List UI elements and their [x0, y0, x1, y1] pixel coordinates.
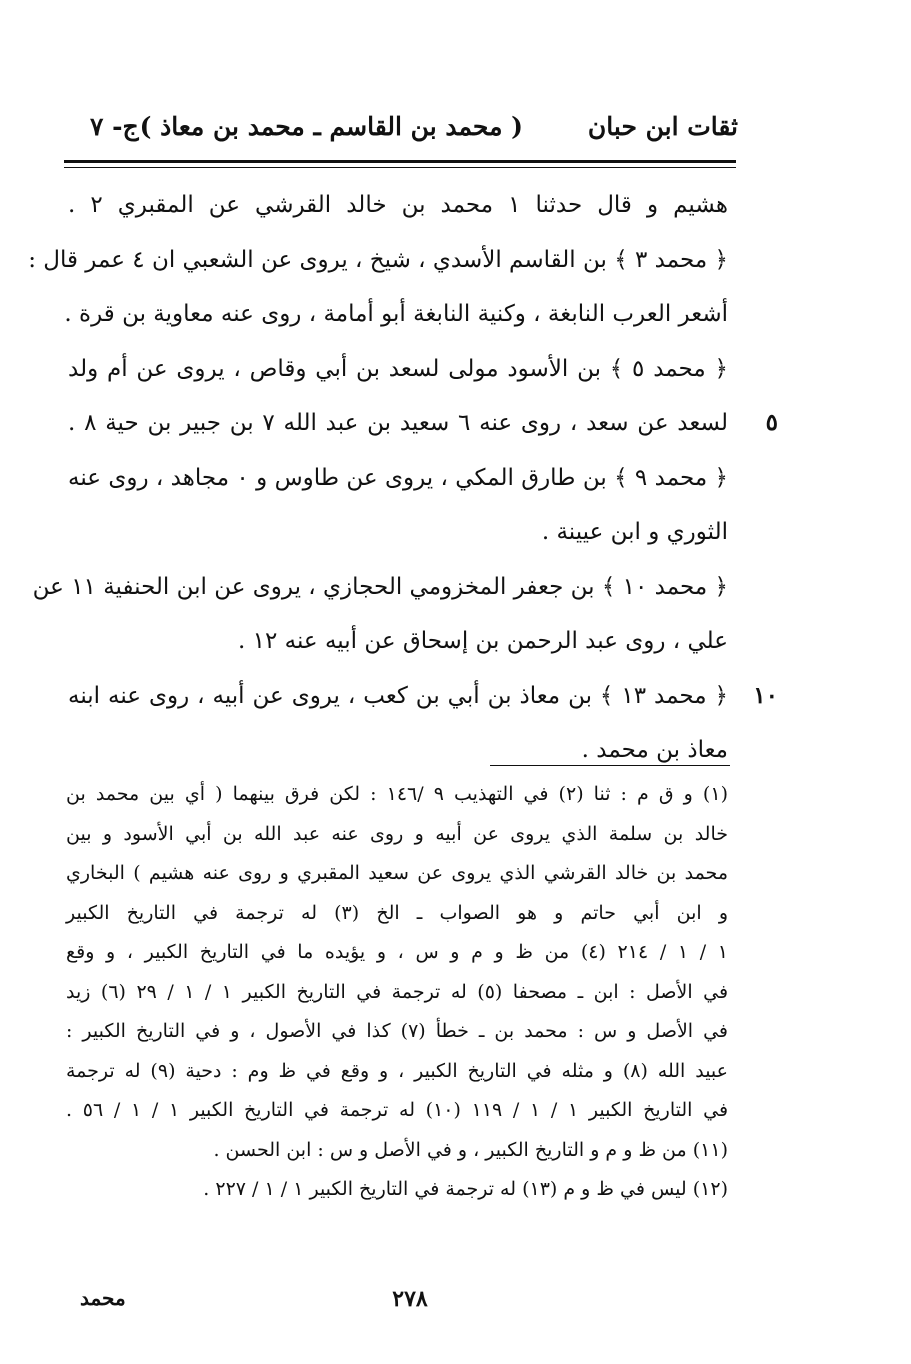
text-line: [28, 233, 728, 288]
text-line: [68, 723, 728, 778]
text-line: [64, 287, 728, 342]
line-text: ﴿ محمد ٩ ﴾ بن طارق المكي ، يروى عن طاوس و ٠ مجاهد ، روى عنه: [68, 464, 728, 491]
footnote-line: (١) و ق م : ثنا (٢) في التهذيب ٩ /١٤٦ : لكن فرق بينهما ( أي بين محمد بن: [66, 783, 728, 805]
book-title: ثقات ابن حبان: [587, 112, 738, 141]
line-text: لسعد عن سعد ، روى عنه ٦ سعيد بن عبد الله ٧ بن جبير بن حية ٨ .: [68, 410, 729, 436]
catchword: محمد: [80, 1286, 126, 1310]
line-text: أشعر العرب النابغة ، وكنية النابغة أبو أمامة ، روى عنه معاوية بن قرة .: [64, 301, 728, 327]
footnote-line: و ابن أبي حاتم و هو الصواب ـ الخ (٣) له ترجمة في التاريخ الكبير: [66, 901, 728, 924]
line-text: ﴿ محمد ٣ ﴾ بن القاسم الأسدي ، شيخ ، يروى عن الشعبي ان ٤ عمر قال :: [28, 246, 728, 273]
text-line: [68, 669, 778, 724]
footnote-line: في الأصل : ابن ـ مصحفا (٥) له ترجمة في التاريخ الكبير ١ / ١ / ٢٩ (٦) زيد: [66, 980, 729, 1003]
line-number: ١٠: [753, 681, 778, 709]
line-text: هشيم و قال حدثنا ١ محمد بن خالد القرشي عن المقبري ٢ .: [68, 192, 729, 218]
text-line: [68, 451, 728, 506]
footnote-line: محمد بن خالد القرشي الذي يروى عن سعيد المقبري و روى عنه هشيم ) البخاري: [66, 862, 728, 884]
footnote-line: عبيد الله (٨) و مثله في التاريخ الكبير ، و وقع في ظ وم : دحية (٩) له ترجمة: [66, 1059, 728, 1082]
page-number: ٢٧٨: [392, 1286, 428, 1312]
footnote-separator: [490, 765, 730, 766]
text-line: [68, 396, 778, 451]
line-text: معاذ بن محمد .: [581, 737, 728, 763]
text-line: [68, 178, 728, 233]
header-rule: [64, 160, 736, 163]
line-text: الثوري و ابن عيينة .: [541, 519, 728, 545]
running-header: [78, 112, 738, 156]
footnote-line: (١١) من ظ و م و التاريخ الكبير ، و في الأصل و س : ابن الحسن .: [213, 1138, 728, 1161]
volume-label: ج- ٧: [90, 112, 139, 141]
text-line: [68, 614, 728, 669]
footnote-line: ١ / ١ / ٢١٤ (٤) من ظ و م و س ، و يؤيده ما في التاريخ الكبير ، و وقع: [66, 941, 729, 963]
entry-range: ( محمد بن القاسم ـ محمد بن معاذ ): [139, 112, 523, 141]
text-line: [68, 342, 728, 397]
line-number: ٥: [765, 409, 778, 436]
footnote-line: في الأصل و س : محمد بن ـ خطأ (٧) كذا في الأصول ، و في التاريخ الكبير :: [66, 1020, 728, 1042]
main-text: [28, 178, 778, 778]
line-text: ﴿ محمد ١٠ ﴾ بن جعفر المخزومي الحجازي ، يروى عن ابن الحنفية ١١ عن: [32, 573, 728, 600]
footnote-line: خالد بن سلمة الذي يروى عن أبيه و روى عنه عبد الله بن أبي الأسود و بين: [66, 822, 728, 845]
text-line: [68, 505, 728, 560]
text-line: [32, 560, 728, 615]
line-text: ﴿ محمد ١٣ ﴾ بن معاذ بن أبي بن كعب ، يروى عن أبيه ، روى عنه ابنه: [68, 682, 728, 709]
line-text: علي ، روى عبد الرحمن بن إسحاق عن أبيه عنه ١٢ .: [237, 628, 728, 654]
line-text: ﴿ محمد ٥ ﴾ بن الأسود مولى لسعد بن أبي وقاص ، يروى عن أم ولد: [68, 355, 728, 382]
footnote-line: في التاريخ الكبير ١ / ١ / ١١٩ (١٠) له ترجمة في التاريخ الكبير ١ / ١ / ٥٦ .: [66, 1099, 729, 1121]
footnotes: [66, 775, 728, 1210]
footnote-line: (١٢) ليس في ظ و م (١٣) له ترجمة في التاريخ الكبير ١ / ١ / ٢٢٧ .: [203, 1178, 728, 1200]
header-rule-thin: [64, 167, 736, 168]
